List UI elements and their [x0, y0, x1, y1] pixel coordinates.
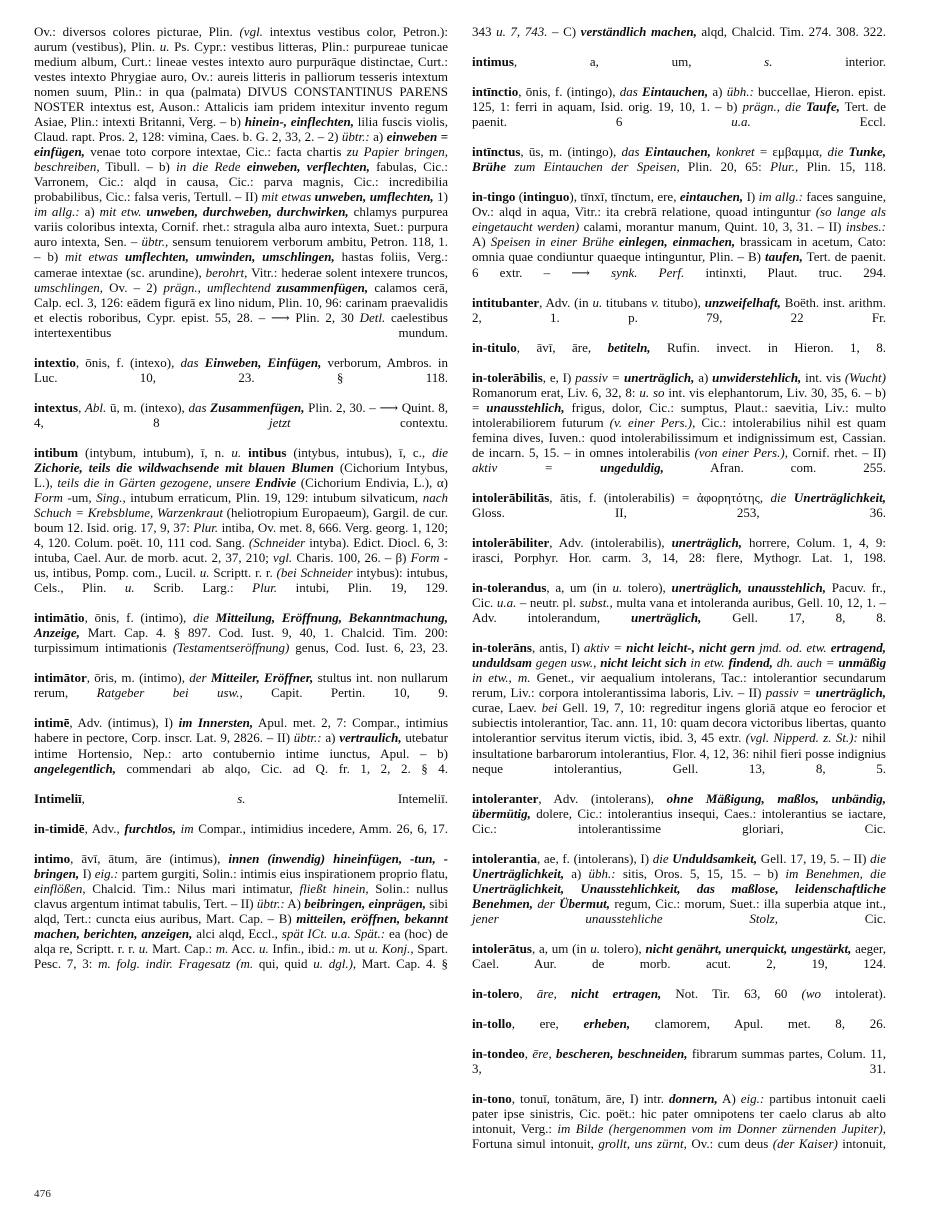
left-column — [34, 24, 448, 986]
entry-in-tingo: in-tingo (intinguo), tīnxī, tīnctum, ere, eintauchen, I) im allg.: faces sanguine, Ov.: alqd in aqua, Vitr.: ita crebrā relatione, quoad intinguntur (so lange als eingetaucht werden) calami, morantur manum, Quint. 10, 3, 31. – II) insbes.: A) Speisen in einer Brühe einlegen, einmachen, brassicam in acetum, Cato: omnia quae condiuntur quaeque intinguntur, Plin. – B) taufen, Tert. de paenit. 6 extr. – ⟶ synk. Perf. intinxti, Plaut. truc. 294. — [472, 189, 887, 280]
entry-intibum: intibum (intybum, intubum), ī, n. u. intibus (intybus, intubus), ī, c., die Zichorie, teils die wildwachsende mit blauen Blumen (Cichorium Intybus, L.), teils die in Gärten gezogene, unsere Endivie (Cichorium Endivia, L.), α) Form -um, Sing., intubum erraticum, Plin. 19, 129: intubum silvaticum, nach Schuch = Krebsblume, Warzenkraut (heliotropium Europaeum), Gargil. de cur. boum 12. Isid. orig. 17, 9, 37: Plur. intiba, Ov. met. 8, 666. Verg. georg. 1, 120; 4, 120. Colum. poët. 10, 111 cod. Sang. (Schneider intyba). Edict. Diocl. 6, 3: intuba, Cael. Aur. de morb. acut. 2, 37, 210; vgl. Charis. 100, 26. – β) Form -us, intibus, Pomp. com., Lucil. u. Scriptt. r. r. (bei Schneider intybus): intubus, Cels., Plin. u. Scrib. Larg.: Plur. intubi, Plin. 19, 129. — [34, 444, 449, 596]
entry-intimus: intimus, a, um, s. interior. — [472, 54, 886, 70]
page-number: 476 — [34, 1188, 52, 1200]
right-column — [472, 24, 886, 1166]
entry-intitubanter: intitubanter, Adv. (in u. titubans v. titubo), unzweifelhaft, Boëth. inst. arithm. 2, 1. p. 79, 22 Fr. — [472, 294, 886, 325]
entry-intime: intimē, Adv. (intimus), I) im Innersten, Apul. met. 2, 7: Compar., intimius habere in pectore, Corp. inscr. Lat. 9, 2826. – II) übtr.: a) vertraulich, utebatur intime Hortensio, Nep.: arto contubernio intime iunctus, Apul. – b) angelegentlich, commendari ab alqo, Cic. ad Q. fr. 1, 2, 2. § 4. — [34, 715, 449, 776]
entry-intoleratus: intolerātus, a, um (in u. tolero), nicht genährt, unerquickt, ungestärkt, aeger, Cael. Aur. de morb. acut. 2, 19, 124. — [472, 940, 886, 971]
entry-in-tolerabilis: in-tolerābilis, e, I) passiv = unerträglich, a) unwiderstehlich, int. vis (Wucht) Romanorum erat, Liv. 6, 32, 8: u. so int. vis elephantorum, Liv. 30, 35, 6. – b) = unausstehlich, frigus, dolor, Cic.: sumptus, Plaut.: saevitia, Liv.: multo intolerabiliorem futurum (v. einer Pers.), Cic.: intolerabilius nihil est quam femina dives, Iuven.: quod intolerabilissimum et indignissimum est, Cassian. de incarn. 5, 15. – in omnes intolerabilis (von einer Pers.), Cornif. rhet. – II) aktiv = ungeduldig, Afran. com. 255. — [472, 369, 887, 475]
entry-intextio: intextio, ōnis, f. (intexo), das Einweben, Einfügen, verborum, Ambros. in Luc. 10, 23. § 118. — [34, 354, 449, 385]
entry-intimator: intimātor, ōris, m. (intimo), der Mitteiler, Eröffner, stultus int. non nullarum rerum, Ratgeber bei usw., Capit. Pertin. 10, 9. — [34, 670, 449, 701]
page-columns — [34, 24, 901, 1166]
entry-intolerantia: intolerantia, ae, f. (intolerans), I) die Unduldsamkeit, Gell. 17, 19, 5. – II) die Unerträglichkeit, a) übh.: sitis, Oros. 5, 15, 15. – b) im Benehmen, die Unerträglichkeit, Unausstehlichkeit, das maßlose, leidenschaftliche Benehmen, der Übermut, regum, Cic.: morum, Suet.: illa superbia atque int., jener unausstehliche Stolz, Cic. — [472, 850, 887, 926]
intexo-continued: Ov.: diversos colores picturae, Plin. (vgl. intextus vestibus color, Petron.): aurum (vestibus), Plin. u. Ps. Cypr.: vestibus litteras, Plin.: purpureae tunicae medium album, Curt.: lineae vestes intexto auro purpurāque distinctae, Curt.: vestes intexto Phrygiae auro, Ov.: aureis litteris in palliorum tesseris intextum nomen suum, Plin.: in qua (palmata) DIVUS CONSTANTINUS PARENS NOSTER intextus est, Auson.: Attalicis iam pridem intexitur invento regum Asiae, Plin.: intexti Britanni, Verg. – b) hinein-, einflechten, lilia fuscis violis, Claud. rapt. Pros. 2, 128: vimina, Caes. b. G. 2, 33, 2. – 2) übtr.: a) einweben = einfügen, venae toto corpore intextae, Cic.: facta chartis zu Papier bringen, beschreiben, Tibull. – b) in die Rede einweben, verflechten, fabulas, Cic.: Varronem, Cic.: alqd in causa, Cic.: parva magnis, Cic.: incredibilia probabilibus, Cic.: falsa veris, Tertull. – II) mit etwas unweben, umflechten, 1) im allg.: a) mit etw. unweben, durchweben, durchwirken, chlamys purpurea variis coloribus intexta, Cornif. rhet.: stragula alba auro intexta, Suet.: purpura auro intexta, Sen. – übtr., sensum tenuiorem verborum ambitu, Petron. 118, 1. – b) mit etwas umflechten, umwinden, umschlingen, hastas foliis, Verg.: camerae intextae (sc. arundine), berohrt, Vitr.: hederae solent intexere truncos, umschlingen, Ov. – 2) prägn., umflechtend zusammenfügen, calamos cerā, Calp. ecl. 3, 126: eādem figurā ex lino nidum, Plin. 10, 96: carinam praevalidis et electis roboribus, Cypr. epist. 55, 28. – ⟶ Plin. 2, 30 Detl. caelestibus intertexentibus mundum. — [34, 24, 449, 340]
entry-intolerabilitas: intolerābilitās, ātis, f. (intolerabilis) = ἀφορητότης, die Unerträglichkeit, Gloss. II, 253, 36. — [472, 489, 886, 520]
entry-intextus: intextus, Abl. ū, m. (intexo), das Zusammenfügen, Plin. 2, 30. – ⟶ Quint. 8, 4, 8 jetzt contextu. — [34, 399, 449, 430]
entry-in-timide: in-timidē, Adv., furchtlos, im Compar., intimidius incedere, Amm. 26, 6, 17. — [34, 820, 449, 836]
entry-in-tono: in-tono, tonuī, tonātum, āre, I) intr. donnern, A) eig.: partibus intonuit caeli pater ipse sinistris, Cic. poët.: hic pater omnipotens ter caelo clarus ab alto intonuit, Verg.: im Bilde (hergenommen vom im Donner zürnenden Jupiter), Fortuna simul intonuit, grollt, uns zürnt, Ov.: cum deus (der Kaiser) intonuit, — [472, 1091, 887, 1152]
entry-in-tondeo: in-tondeo, ēre, bescheren, beschneiden, fibrarum summas partes, Colum. 11, 3, 31. — [472, 1046, 887, 1077]
entry-intolerabiliter: intolerābiliter, Adv. (intolerabilis), unerträglich, horrere, Colum. 1, 4, 9: irasci, Porphyr. Hor. carm. 3, 14, 28: flere, Mythogr. Lat. 1, 198. — [472, 535, 886, 566]
entry-in-tollo: in-tollo, ere, erheben, clamorem, Apul. met. 8, 26. — [472, 1016, 886, 1032]
entry-intimo: intimo, āvī, ātum, āre (intimus), innen (inwendig) hineinfügen, -tun, -bringen, I) eig.: partem gurgiti, Solin.: intimis eius inspirationem proprio flatu, einflößen, Chalcid. Tim.: Nilus mari intimatur, fließt hinein, Solin.: nullus clavus argentum intimat tabulis, Tert. – II) übtr.: A) beibringen, einprägen, sibi alqd, Tert.: cuncta eius auribus, Mart. Cap. – B) mitteilen, eröffnen, bekannt machen, berichten, anzeigen, alci alqd, Eccl., spät ICt. u.a. Spät.: ea (hoc) de alqa re, Scriptt. r. r. u. Mart. Cap.: m. Acc. u. Infin., ibid.: m. ut u. Konj., Spart. Pesc. 7, 3: m. folg. indir. Fragesatz (m. qui, quid u. dgl.), Mart. Cap. 4. § — [34, 850, 448, 971]
entry-in-tolerans: in-tolerāns, antis, I) aktiv = nicht leicht-, nicht gern jmd. od. etw. ertragend, unduldsam gegen usw., nicht leicht sich in etw. findend, dh. auch = unmäßig in etw., m. Genet., vir aequalium intolerans, Tac.: intolerantior secundarum rerum, Liv.: corpora intolerantissima laboris, Liv. – II) passiv = unerträglich, curae, Laev. bei Gell. 19, 7, 10: regreditur ingens gloriā atque eo ferocior et subiectis intolerantior, Tac. ann. 11, 10: quam decora victoribus libertas, quanto intolerantior servitus iterum victis, ibid. 3, 45 extr. (vgl. Nipperd. z. St.): nihil insultatione barbarorum intolerantius, Flor. 4, 12, 36: nihil fieri posse indignius neque intolerantius, Gell. 13, 8, 5. — [472, 640, 887, 776]
entry-in-titulo: in-titulo, āvī, āre, betiteln, Rufin. invect. in Hieron. 1, 8. — [472, 339, 886, 355]
intimo-continued: 343 u. 7, 743. – C) verständlich machen, alqd, Chalcid. Tim. 274. 308. 322. — [472, 24, 887, 39]
entry-in-tolerandus: in-tolerandus, a, um (in u. tolero), unerträglich, unausstehlich, Pacuv. fr., Cic. u.a. – neutr. pl. subst., multa vana et intoleranda auribus, Gell. 10, 12, 1. – Adv. intolerandum, unerträglich, Gell. 17, 8, 8. — [472, 580, 887, 626]
entry-intinctio: intīnctio, ōnis, f. (intingo), das Eintauchen, a) übh.: buccellae, Hieron. epist. 125, 1: ferri in aquam, Isid. orig. 19, 10, 1. – b) prägn., die Taufe, Tert. de paenit. 6 u.a. Eccl. — [472, 84, 887, 130]
entry-intoleranter: intoleranter, Adv. (intolerans), ohne Mäßigung, maßlos, unbändig, übermütig, dolere, Cic.: intolerantius insequi, Caes.: intolerantius se iactare, Cic.: intolerantissime gloriari, Cic. — [472, 790, 886, 836]
entry-intimatio: intimātio, ōnis, f. (intimo), die Mitteilung, Eröffnung, Bekanntmachung, Anzeige, Mart. Cap. 4. § 897. Cod. Iust. 9, 40, 1. Chalcid. Tim. 200: turpissimum intimationis (Testamentseröffnung) genus, Cod. Iust. 6, 23, 23. — [34, 610, 449, 656]
entry-intimelii: Intimeliī, s. Intemeliī. — [34, 790, 448, 806]
entry-in-tolero: in-tolero, āre, nicht ertragen, Not. Tir. 63, 60 (wo intolerat). — [472, 986, 887, 1001]
entry-intinctus: intīnctus, ūs, m. (intingo), das Eintauchen, konkret = εμβαμμα, die Tunke, Brühe zum Eintauchen der Speisen, Plin. 20, 65: Plur., Plin. 15, 118. — [472, 144, 887, 175]
